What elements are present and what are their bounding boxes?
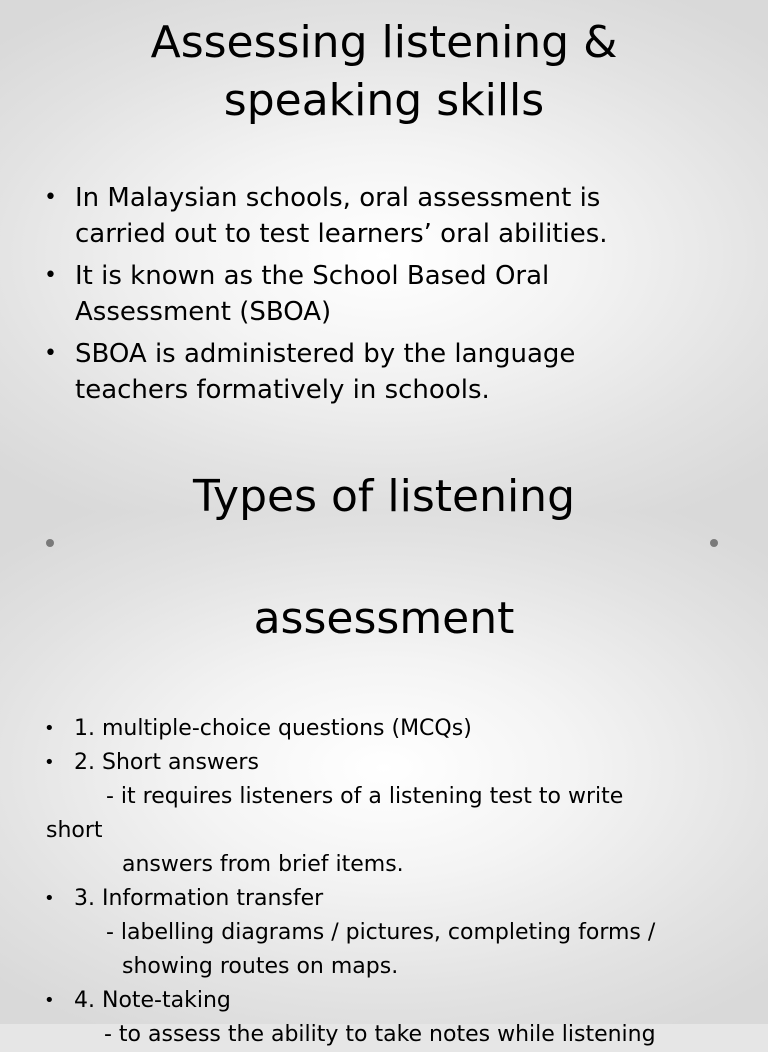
bullet-item [0, 180, 768, 252]
left-dot-icon [46, 539, 54, 547]
bullet-dot-icon: • [44, 990, 55, 1011]
slide-1-bullet-list [0, 180, 768, 414]
bullet-text-line: In Malaysian schools, oral assessment is [75, 183, 601, 213]
title-line-1: Assessing listening & [150, 17, 618, 68]
bullet-text-line: teachers formatively in schools. [75, 375, 490, 405]
list-subline: - to assess the ability to take notes while listening [104, 1022, 656, 1047]
slide-1 [0, 0, 768, 512]
list-subline: showing routes on maps. [122, 954, 399, 979]
slide-2-list [0, 712, 768, 1052]
bullet-dot-icon: • [44, 752, 55, 773]
list-subline: answers from brief items. [122, 852, 404, 877]
bullet-dot-icon: • [44, 185, 57, 210]
list-item [0, 712, 768, 746]
slide-2-title-line-2: assessment [253, 593, 515, 644]
list-item [0, 746, 768, 780]
title-line-2: speaking skills [223, 75, 545, 126]
list-subline: short [46, 818, 103, 843]
bullet-item [0, 258, 768, 330]
list-item [0, 882, 768, 916]
bullet-text-line: Assessment (SBOA) [75, 297, 332, 327]
right-dot-icon [710, 539, 718, 547]
list-item-text: 1. multiple-choice questions (MCQs) [74, 716, 472, 741]
bullet-text-line: SBOA is administered by the language [75, 339, 576, 369]
list-subline: - it requires listeners of a listening test to write [106, 784, 624, 809]
bullet-item [0, 336, 768, 408]
slide-2 [0, 471, 768, 1047]
list-item [0, 984, 768, 1018]
list-item-text: 2. Short answers [74, 750, 259, 775]
bullet-dot-icon: • [44, 888, 55, 909]
list-item-text: 3. Information transfer [74, 886, 324, 911]
bullet-dot-icon: • [44, 718, 55, 739]
slide-2-title-line-1: Types of listening [193, 471, 575, 522]
list-item-text: 4. Note-taking [74, 988, 231, 1013]
bullet-dot-icon: • [44, 341, 57, 366]
bullet-dot-icon: • [44, 263, 57, 288]
slide-1-title [0, 14, 768, 130]
list-subline: - labelling diagrams / pictures, completing forms / [106, 920, 656, 945]
bullet-text-line: carried out to test learners’ oral abilities. [75, 219, 608, 249]
bullet-text-line: It is known as the School Based Oral [75, 261, 550, 291]
